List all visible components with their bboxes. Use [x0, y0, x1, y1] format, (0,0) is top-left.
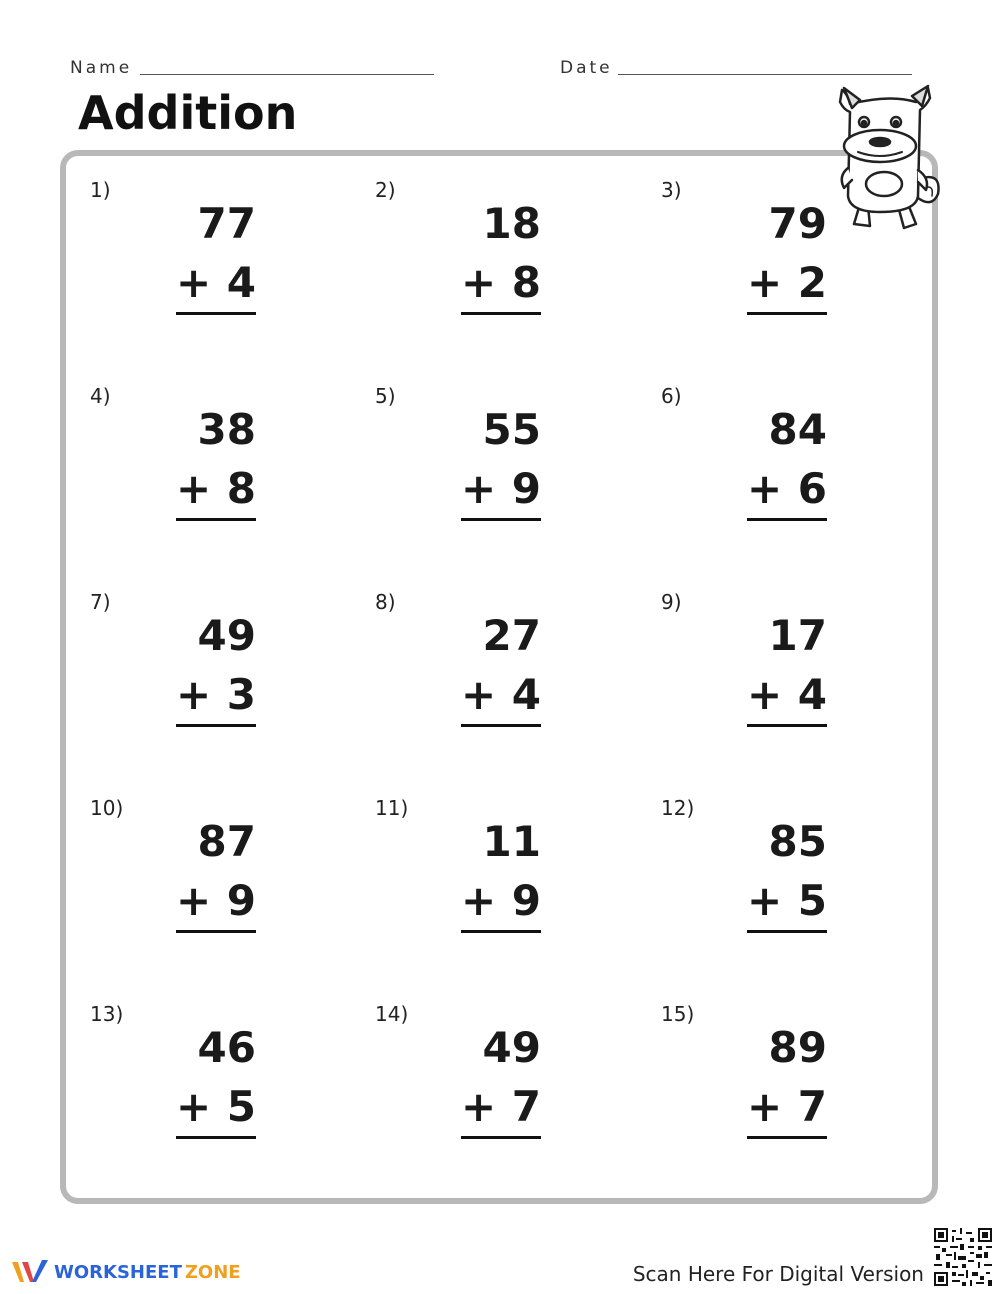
date-line[interactable] — [618, 74, 912, 75]
problem-number: 2) — [375, 178, 396, 202]
problem-number: 11) — [375, 796, 409, 820]
bottom-row — [176, 460, 256, 521]
top-addend: 18 — [482, 199, 541, 248]
top-addend: 87 — [197, 817, 256, 866]
plus-operator: + — [461, 1082, 497, 1131]
problem-10 — [66, 774, 352, 974]
problem-12 — [637, 774, 923, 974]
bottom-addend: 9 — [226, 876, 256, 925]
page-title: Addition — [78, 86, 298, 140]
plus-operator: + — [747, 258, 783, 307]
bottom-row — [461, 666, 541, 727]
bottom-row — [461, 460, 541, 521]
top-addend: 84 — [768, 405, 827, 454]
worksheetzone-logo-icon — [10, 1258, 50, 1286]
plus-operator: + — [461, 670, 497, 719]
top-addend: 46 — [197, 1023, 256, 1072]
problem-14 — [351, 980, 637, 1180]
bottom-addend: 6 — [797, 464, 827, 513]
problem-number: 9) — [661, 590, 682, 614]
problem-15 — [637, 980, 923, 1180]
top-addend: 11 — [482, 817, 541, 866]
bottom-row — [747, 254, 827, 315]
date-label: Date — [560, 58, 613, 78]
problem-number: 10) — [90, 796, 124, 820]
bottom-row — [747, 872, 827, 933]
top-addend: 77 — [197, 199, 256, 248]
bottom-row — [176, 254, 256, 315]
addition-stack — [747, 606, 827, 727]
top-addend: 55 — [482, 405, 541, 454]
top-addend: 49 — [197, 611, 256, 660]
plus-operator: + — [176, 876, 212, 925]
bottom-row — [176, 872, 256, 933]
plus-operator: + — [461, 464, 497, 513]
bottom-addend: 4 — [511, 670, 541, 719]
bottom-row — [461, 1078, 541, 1139]
addition-stack — [747, 812, 827, 933]
problem-6 — [637, 362, 923, 562]
bottom-addend: 4 — [226, 258, 256, 307]
addition-stack — [747, 194, 827, 315]
bottom-addend: 9 — [511, 876, 541, 925]
plus-operator: + — [461, 876, 497, 925]
plus-operator: + — [747, 670, 783, 719]
top-addend: 49 — [482, 1023, 541, 1072]
bottom-row — [176, 666, 256, 727]
problem-8 — [351, 568, 637, 768]
addition-stack — [176, 194, 256, 315]
addition-stack — [747, 400, 827, 521]
addition-stack — [176, 400, 256, 521]
plus-operator: + — [747, 1082, 783, 1131]
bottom-addend: 8 — [226, 464, 256, 513]
problem-1 — [66, 156, 352, 356]
addition-stack — [747, 1018, 827, 1139]
addition-stack — [176, 606, 256, 727]
problem-2 — [351, 156, 637, 356]
problem-9 — [637, 568, 923, 768]
bottom-addend: 5 — [226, 1082, 256, 1131]
name-line[interactable] — [140, 74, 434, 75]
plus-operator: + — [747, 876, 783, 925]
problem-4 — [66, 362, 352, 562]
problems-frame — [60, 150, 938, 1204]
problem-number: 6) — [661, 384, 682, 408]
problem-5 — [351, 362, 637, 562]
top-addend: 27 — [482, 611, 541, 660]
problem-number: 8) — [375, 590, 396, 614]
bottom-addend: 7 — [797, 1082, 827, 1131]
problem-number: 7) — [90, 590, 111, 614]
plus-operator: + — [176, 258, 212, 307]
bottom-addend: 3 — [226, 670, 256, 719]
addition-stack — [461, 194, 541, 315]
problem-7 — [66, 568, 352, 768]
addition-stack — [176, 812, 256, 933]
bottom-addend: 2 — [797, 258, 827, 307]
bottom-addend: 7 — [511, 1082, 541, 1131]
worksheetzone-logo[interactable] — [10, 1258, 241, 1286]
top-addend: 89 — [768, 1023, 827, 1072]
top-addend: 79 — [768, 199, 827, 248]
problem-11 — [351, 774, 637, 974]
name-label: Name — [70, 58, 133, 78]
bottom-row — [747, 460, 827, 521]
problem-number: 14) — [375, 1002, 409, 1026]
bottom-row — [176, 1078, 256, 1139]
bottom-row — [461, 872, 541, 933]
problem-number: 12) — [661, 796, 695, 820]
addition-stack — [461, 812, 541, 933]
top-addend: 17 — [768, 611, 827, 660]
scan-text: Scan Here For Digital Version — [632, 1262, 924, 1286]
problem-number: 3) — [661, 178, 682, 202]
bottom-addend: 9 — [511, 464, 541, 513]
qr-code-icon[interactable] — [934, 1228, 992, 1286]
problem-number: 5) — [375, 384, 396, 408]
plus-operator: + — [176, 670, 212, 719]
bottom-addend: 5 — [797, 876, 827, 925]
bottom-addend: 8 — [511, 258, 541, 307]
bottom-row — [461, 254, 541, 315]
addition-stack — [461, 1018, 541, 1139]
addition-stack — [461, 606, 541, 727]
addition-stack — [461, 400, 541, 521]
plus-operator: + — [176, 464, 212, 513]
problem-number: 13) — [90, 1002, 124, 1026]
bottom-addend: 4 — [797, 670, 827, 719]
problem-13 — [66, 980, 352, 1180]
bottom-row — [747, 1078, 827, 1139]
brand-text-zone: ZONE — [184, 1261, 241, 1283]
problem-number: 4) — [90, 384, 111, 408]
top-addend: 85 — [768, 817, 827, 866]
cartoon-dog-mascot-icon — [830, 84, 948, 234]
problem-number: 15) — [661, 1002, 695, 1026]
top-addend: 38 — [197, 405, 256, 454]
plus-operator: + — [461, 258, 497, 307]
addition-stack — [176, 1018, 256, 1139]
plus-operator: + — [176, 1082, 212, 1131]
problem-number: 1) — [90, 178, 111, 202]
plus-operator: + — [747, 464, 783, 513]
brand-text-worksheet: WORKSHEET — [54, 1261, 182, 1283]
bottom-row — [747, 666, 827, 727]
